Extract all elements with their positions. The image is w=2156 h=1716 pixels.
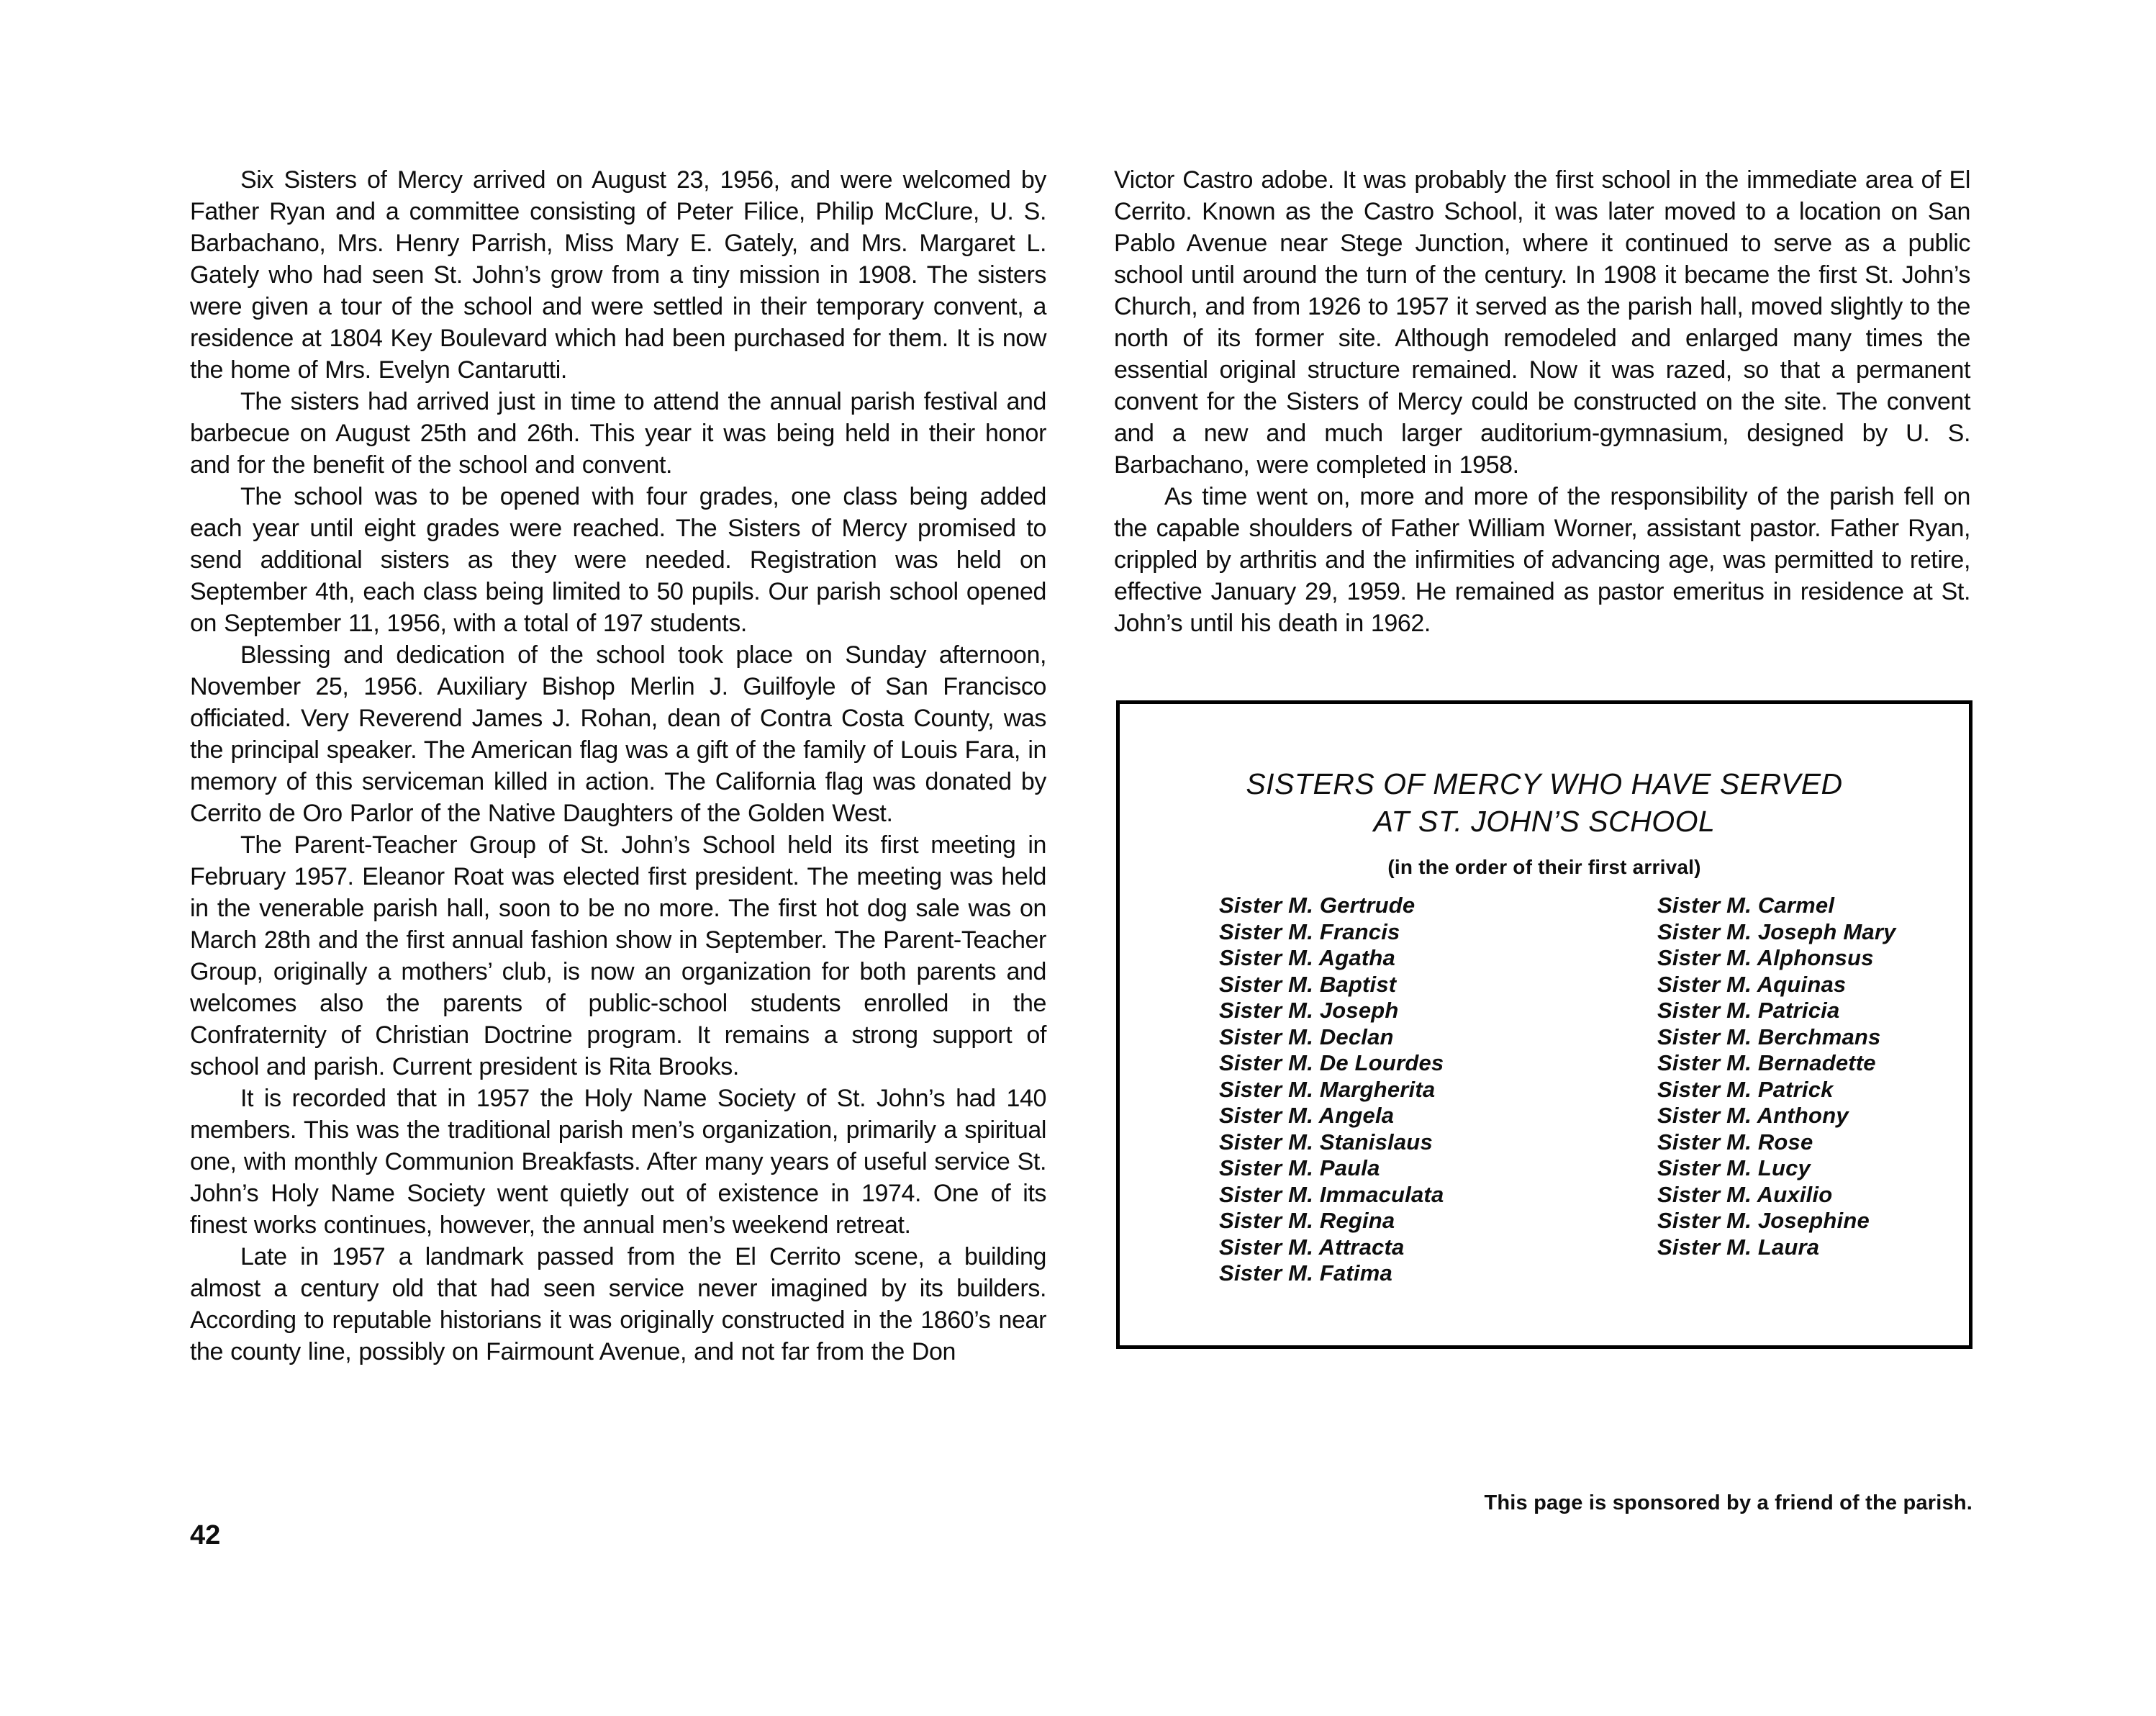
sister-name: Sister M. Josephine [1657, 1208, 1870, 1233]
sisters-box-title-line1: SISTERS OF MERCY WHO HAVE SERVED [1246, 767, 1843, 800]
sister-name: Sister M. Bernadette [1657, 1050, 1876, 1075]
sister-name: Sister M. Auxilio [1657, 1181, 1833, 1207]
sister-name: Sister M. Margherita [1219, 1076, 1436, 1102]
body-paragraph: Late in 1957 a landmark passed from the El Cerrito scene, a building almost a century old that had seen service never imagined by its builders. According to reputable historians it was originally constructed in the 1860’s near the county line, possibly on Fairmount Avenue, and not far from the Don [190, 1243, 1046, 1365]
sister-name: Sister M. Lucy [1657, 1155, 1811, 1180]
sister-name: Sister M. Berchmans [1657, 1024, 1881, 1049]
sister-name: Sister M. Patrick [1657, 1076, 1834, 1102]
sister-name: Sister M. Anthony [1657, 1103, 1849, 1128]
body-paragraph: It is recorded that in 1957 the Holy Name Society of St. John’s had 140 members. This was the traditional parish men’s organization, primarily a spiritual one, with monthly Communion Breakfasts. After many years of useful service St. John’s Holy Name Society went quietly out of existence in 1974. One of its finest works continues, however, the annual men’s weekend retreat. [190, 1085, 1046, 1239]
page-number: 42 [190, 1520, 221, 1550]
sister-name: Sister M. Regina [1219, 1208, 1395, 1233]
sister-name: Sister M. Attracta [1219, 1234, 1405, 1260]
sister-name: Sister M. Gertrude [1219, 893, 1416, 918]
sister-name: Sister M. Joseph Mary [1657, 918, 1896, 944]
sister-name: Sister M. Francis [1219, 918, 1400, 944]
sisters-box [1116, 700, 1972, 1349]
sister-name: Sister M. De Lourdes [1219, 1050, 1444, 1075]
sponsor-note: This page is sponsored by a friend of the parish. [1484, 1491, 1972, 1514]
sister-name: Sister M. Fatima [1219, 1260, 1392, 1286]
left-text-column [190, 164, 1046, 1368]
body-paragraph: The Parent-Teacher Group of St. John’s School held its first meeting in February 1957. Eleanor Roat was elected first president. The meeting was held in the venerable parish hall, soon to be no more. The first hot dog sale was on March 28th and the first annual fashion show in September. The Parent-Teacher Group, originally a mothers’ club, is now an organization for both parents and welcomes also the parents of public-school students enrolled in the Confraternity of Christian Doctrine program. It remains a strong support of school and parish. Current president is Rita Brooks. [190, 831, 1046, 1080]
sisters-box-title-line2: AT ST. JOHN’S SCHOOL [1373, 805, 1716, 838]
sister-name: Sister M. Agatha [1219, 945, 1395, 970]
right-text-column [1114, 164, 1970, 639]
sister-name: Sister M. Aquinas [1657, 971, 1847, 997]
sisters-list-left [1219, 893, 1444, 1287]
sister-name: Sister M. Patricia [1657, 998, 1840, 1023]
body-paragraph: As time went on, more and more of the responsibility of the parish fell on the capable shoulders of Father William Worner, assistant pastor. Father Ryan, crippled by arthritis and the infirmities of advancing age, was permitted to retire, effective January 29, 1959. He remained as pastor emeritus in residence at St. John’s until his death in 1962. [1114, 483, 1970, 637]
sister-name: Sister M. Alphonsus [1657, 945, 1874, 970]
sister-name: Sister M. Joseph [1219, 998, 1399, 1023]
body-paragraph: The sisters had arrived just in time to attend the annual parish festival and barbecue on August 25th and 26th. This year it was being held in their honor and for the benefit of the school and convent. [190, 388, 1046, 479]
sisters-list-right [1657, 893, 1896, 1260]
sister-name: Sister M. Immaculata [1219, 1181, 1444, 1207]
sister-name: Sister M. Declan [1219, 1024, 1394, 1049]
sister-name: Sister M. Baptist [1219, 971, 1397, 997]
sister-name: Sister M. Laura [1657, 1234, 1820, 1260]
sister-name: Sister M. Carmel [1657, 893, 1835, 918]
body-paragraph: Six Sisters of Mercy arrived on August 23, 1956, and were welcomed by Father Ryan and a committee consisting of Peter Filice, Philip McClure, U. S. Barbachano, Mrs. Henry Parrish, Miss Mary E. Gately, and Mrs. Margaret L. Gately who had seen St. John’s grow from a tiny mission in 1908. The sisters were given a tour of the school and were settled in their temporary convent, a residence at 1804 Key Boulevard which had been purchased for them. It is now the home of Mrs. Evelyn Cantarutti. [190, 166, 1046, 384]
body-paragraph: Victor Castro adobe. It was probably the first school in the immediate area of El Cerrito. Known as the Castro School, it was later moved to a location on San Pablo Avenue near Stege Junction, where it continued to serve as a public school until around the turn of the century. In 1908 it became the first St. John’s Church, and from 1926 to 1957 it served as the parish hall, moved slightly to the north of its former site. Although remodeled and enlarged many times the essential original structure remained. Now it was razed, so that a permanent convent for the Sisters of Mercy could be constructed on the site. The convent and a new and much larger auditorium-gymnasium, designed by U. S. Barbachano, were completed in 1958. [1114, 166, 1970, 479]
body-paragraph: Blessing and dedication of the school took place on Sunday afternoon, November 25, 1956. Auxiliary Bishop Merlin J. Guilfoyle of San Francisco officiated. Very Reverend James J. Rohan, dean of Contra Costa County, was the principal speaker. The American flag was a gift of the family of Louis Fara, in memory of this serviceman killed in action. The California flag was donated by Cerrito de Oro Parlor of the Native Daughters of the Golden West. [190, 641, 1046, 827]
sister-name: Sister M. Rose [1657, 1129, 1813, 1155]
sisters-box-title [1120, 765, 1969, 840]
sister-name: Sister M. Paula [1219, 1155, 1380, 1180]
sister-name: Sister M. Angela [1219, 1103, 1395, 1128]
sister-name: Sister M. Stanislaus [1219, 1129, 1433, 1155]
body-paragraph: The school was to be opened with four grades, one class being added each year until eight grades were reached. The Sisters of Mercy promised to send additional sisters as they were needed. Registration was held on September 4th, each class being limited to 50 pupils. Our parish school opened on September 11, 1956, with a total of 197 students. [190, 483, 1046, 637]
sisters-box-subtitle: (in the order of their first arrival) [1387, 856, 1701, 878]
